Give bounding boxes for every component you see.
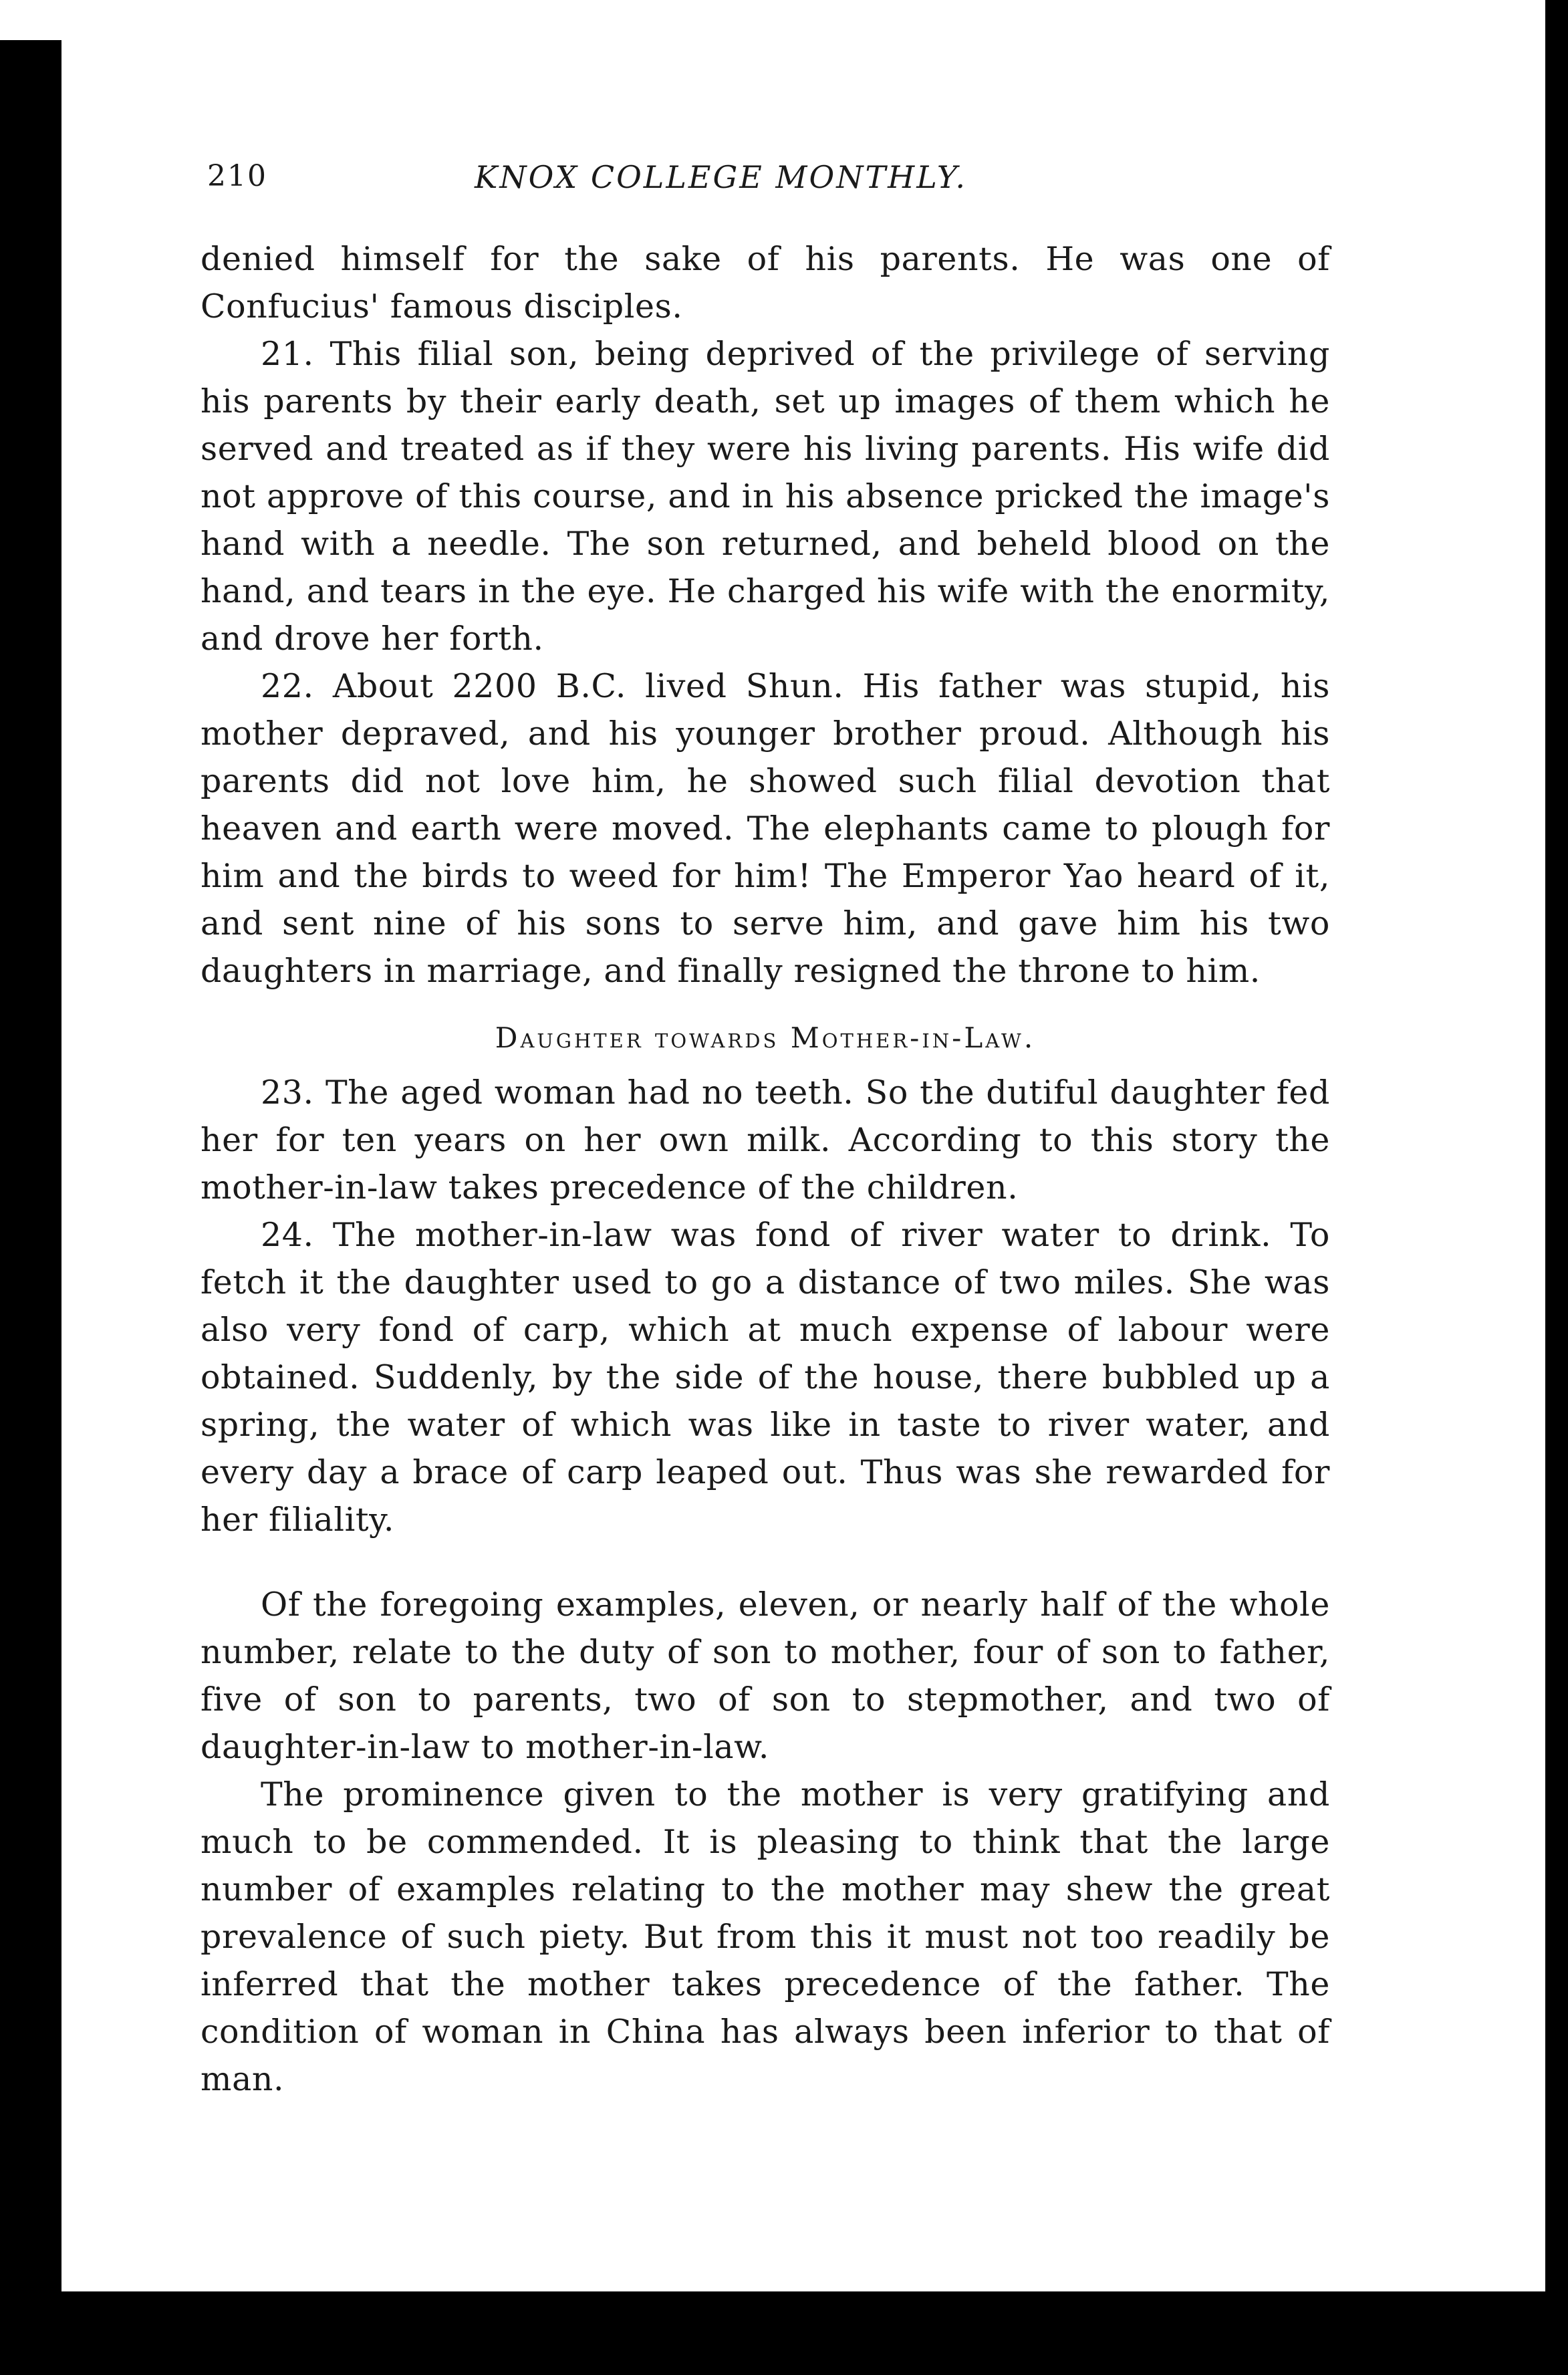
scan-border-right bbox=[1545, 0, 1568, 2375]
paragraph-21: 21. This filial son, being deprived of the privilege of serving his parents by their early death, set up images of them which he served and treated as if they were his living parents. His wife did not approve of this course, and in his absence pricked the image's hand with a needle. The son returned, and beheld blood on the hand, and tears in the eye. He charged his wife with the enormity, and drove her forth. bbox=[201, 335, 1330, 658]
body-text bbox=[201, 235, 1330, 2103]
paragraph-24: 24. The mother-in-law was fond of river water to drink. To fetch it the daughter used to go a distance of two miles. She was also very fond of carp, which at much expense of labour were obtained. Suddenly, by the side of the house, there bubbled up a spring, the water of which was like in taste to river water, and every day a brace of carp leaped out. Thus was she rewarded for her filiality. bbox=[201, 1216, 1330, 1539]
journal-title: KNOX COLLEGE MONTHLY. bbox=[475, 159, 967, 195]
paragraph-23: 23. The aged woman had no teeth. So the dutiful daughter fed her for ten years on her own milk. According to this story the mother-in-law takes precedence of the children. bbox=[201, 1074, 1330, 1207]
page-number: 210 bbox=[207, 159, 267, 193]
paragraph-summary-1: Of the foregoing examples, eleven, or nearly half of the whole number, relate to the duty of son to mother, four of son to father, five of son to parents, two of son to stepmother, and two of daughter-in-law to mother-in-law. bbox=[201, 1586, 1330, 1766]
scan-border-bottom bbox=[61, 2291, 1545, 2375]
running-head bbox=[201, 159, 1330, 213]
paragraph-summary-2: The prominence given to the mother is very gratifying and much to be commended. It is pleasing to think that the large number of examples relating to the mother may shew the great prevalence of such piety. But from this it must not too readily be inferred that the mother takes precedence of the father. The condition of woman in China has always been inferior to that of man. bbox=[201, 1775, 1330, 2098]
section-heading: Daughter towards Mother-in-Law. bbox=[495, 1021, 1036, 1054]
paragraph-continuation: denied himself for the sake of his parents. He was one of Confucius' famous disciples. bbox=[201, 240, 1330, 326]
scan-border-left bbox=[0, 40, 61, 2375]
book-page bbox=[201, 159, 1330, 2103]
paragraph-22: 22. About 2200 B.C. lived Shun. His father was stupid, his mother depraved, and his younger brother proud. Although his parents did not love him, he showed such filial devotion that heaven and earth were moved. The elephants came to plough for him and the birds to weed for him! The Emperor Yao heard of it, and sent nine of his sons to serve him, and gave him his two daughters in marriage, and finally resigned the throne to him. bbox=[201, 667, 1330, 990]
